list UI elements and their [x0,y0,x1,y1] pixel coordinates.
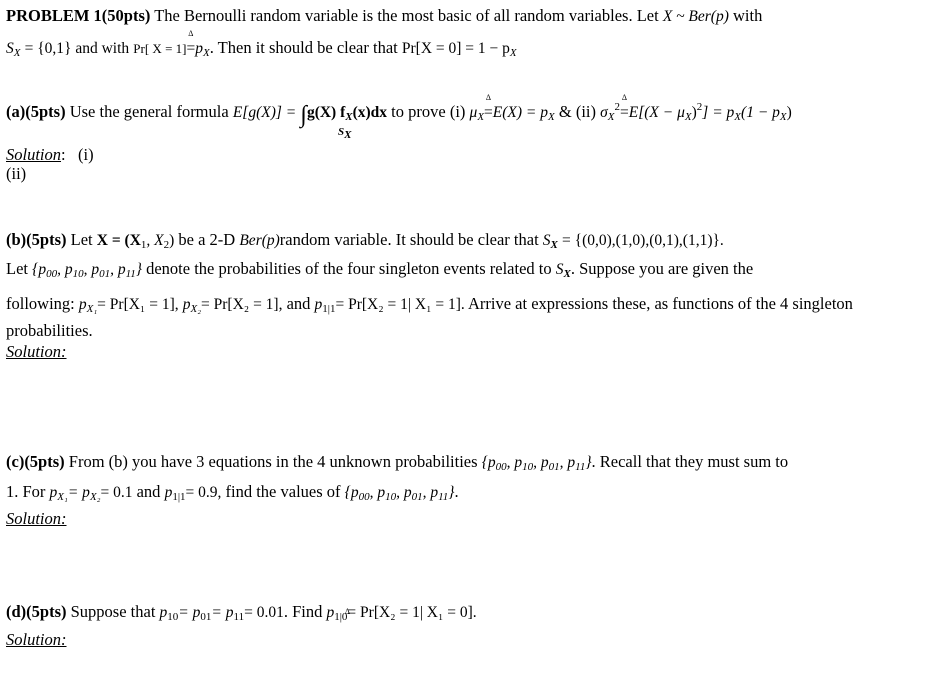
prob-p11: p [117,261,126,278]
part-b-text3: random variable. It should be clear that [279,230,539,249]
prob-c2-p10: p [377,484,386,501]
part-b-text2: be a 2-D [178,230,236,249]
part-b-sx: S [542,232,551,249]
prob-p10-sub: 10 [72,268,84,280]
prob-c1-sep-3: , [559,454,564,471]
mean-defined-equals: Δ = [484,103,493,123]
part-b-probabilities: probabilities. [6,321,93,340]
part-b-line1 [6,230,724,255]
c-px-val: = 0.1 [100,484,133,501]
part-c-recall: . Recall that they must sum to [591,452,789,471]
problem-statement-line1 [6,6,762,27]
part-a-label: (a)(5pts) [6,102,66,121]
prob-sep-1: , [57,261,61,278]
defined-equals: Δ = [186,39,195,59]
given-px1: p [78,296,87,313]
part-d-label: (d)(5pts) [6,602,67,621]
d-target: p [326,604,335,621]
part-a-text1: Use the general formula [69,102,229,121]
integrand: g(X) f [306,104,346,121]
prob-set-c1-close: } [585,454,592,471]
expectation-lhs: E[g(X)] = [232,104,297,121]
prob-c1-p10: p [514,454,523,471]
given-px2-sub: X₂ [190,303,202,315]
c-px1: p [49,484,58,501]
variance-symbol: σ [600,104,608,121]
problem-intro-with: with [733,6,763,25]
mean-rhs: E(X) = p [492,104,549,121]
prob-set-close: } [135,261,142,278]
variance-defined-equals: Δ = [620,103,629,123]
variance-rhs4: (1 − p [741,104,780,121]
part-c-find: find the values of [225,482,341,501]
random-vector-sub1: 1 [140,239,147,251]
variance-rhs2-sup: 2 [696,101,703,113]
part-b-and: and [286,294,311,313]
prob-p00: p [38,261,47,278]
c-px2-sub: X₂ [89,491,101,503]
c-p11: p [164,484,173,501]
d-target-sub: 1|0 [334,611,348,623]
variance-superscript: 2 [614,101,621,113]
prob-p01: p [91,261,100,278]
part-c-and: and [136,482,161,501]
part-b-line3 [6,294,853,319]
part-b-suppose: . Suppose you are given the [570,259,754,278]
then-text: . Then it should be clear that [209,38,398,57]
part-a-line [6,97,792,127]
part-b-sx-set: = {(0,0),(1,0),(0,1),(1,1)}. [562,232,724,249]
prob-c1-sep-2: , [533,454,538,471]
c-p11-sub: 1|1 [172,491,186,503]
part-a-solution-colon: : [61,145,66,164]
part-b-sx2-sub: X [563,268,571,280]
part-b-sx2: S [555,261,564,278]
integral-sign-icon: ∫ [300,102,307,128]
prob-p11-sub: 11 [125,268,136,280]
part-d-line1 [6,602,477,627]
part-c-line2-start: 1. For [6,482,46,501]
variance-rhs3: ] = p [702,104,735,121]
part-d-solution-line [6,630,67,650]
random-vector-sub2: 2 [163,239,170,251]
prob-p01-sub: 01 [99,268,111,280]
part-d-solution-label: Solution: [6,630,67,649]
random-vector-mid: , X [146,232,164,249]
prob-c2-p11: p [430,484,439,501]
prob-c2-p00: p [350,484,359,501]
prob-set-c1-open: { [481,454,488,471]
random-vector-end: ) [169,232,175,249]
variance-rhs3-sub: X [734,111,742,123]
part-d-find: . Find [283,602,323,621]
pr0-subscript: X [509,47,517,59]
given-p11-cond-rhs: = Pr[X₂ = 1| X₁ = 1]. [335,296,465,313]
part-b-following: following: [6,294,75,313]
part-b-line2 [6,259,753,284]
given-px2-rhs: = Pr[X₂ = 1], [201,296,283,313]
mean-symbol: μ [469,104,478,121]
prob-sep-3: , [110,261,114,278]
d-p11: = p [211,604,234,621]
c-px1-sub: X₁ [57,491,68,503]
integrand-subscript: X [345,111,353,123]
part-b-let: Let [70,230,93,249]
prob-c1-p10-sub: 10 [522,461,534,473]
part-a-text2: to prove (i) [391,102,466,121]
sample-space-subscript: X [13,47,21,59]
prob-c1-p11-sub: 11 [575,461,586,473]
prob-c2-p01: p [403,484,412,501]
px-symbol: p [195,40,203,57]
sample-space-symbol: S [6,40,14,57]
d-p01-sub: 01 [200,611,212,623]
px-subscript: X [202,47,210,59]
sample-space-set: = {0,1} and with [24,40,130,57]
given-px2: p [182,296,191,313]
d-p10-sub: 10 [167,611,179,623]
prob-sep-2: , [83,261,88,278]
prob-c2-sep-3: , [422,484,427,501]
variance-rhs5: ) [786,104,792,121]
d-eq-val: = 0.01 [244,604,284,621]
part-b-let2: Let [6,259,28,278]
part-c-solution-label: Solution: [6,509,67,528]
prob-set-open: { [32,261,39,278]
pr-x-equals-0: Pr[X = 0] = 1 − p [401,40,510,57]
ber-p: Ber(p) [239,232,280,249]
variance-rhs1: E[(X − μ [628,104,685,121]
part-c-label: (c)(5pts) [6,452,65,471]
part-a-amp: & (ii) [558,102,596,121]
prob-c1-p01-sub: 01 [548,461,560,473]
variance-rhs2: ) [691,104,697,121]
part-c-text1: From (b) you have 3 equations in the 4 unknown probabilities [68,452,478,471]
prob-c2-sep-2: , [396,484,400,501]
mean-rhs-subscript: X [548,111,555,123]
part-a-item-i: (i) [77,145,94,164]
variance-rhs1-sub: X [684,111,692,123]
prob-c1-p00-sub: 00 [495,461,507,473]
given-p11-cond-sub: 1|1 [322,303,336,315]
problem-intro-math: X ~ Ber(p) [662,8,729,25]
prob-set-c2 [345,484,455,501]
prob-c2-p01-sub: 01 [411,491,423,503]
random-vector: X = (X [96,232,141,249]
prob-set-b [32,261,142,278]
part-b-line4 [6,321,93,341]
prob-c1-p01: p [540,454,549,471]
given-p11-cond: p [314,296,323,313]
given-px1-rhs: = Pr[X₁ = 1], [97,296,179,313]
prob-c2-p00-sub: 00 [358,491,370,503]
d-target-rhs: = Pr[X₂ = 1| X₁ = 0]. [347,604,477,621]
problem-intro-text: The Bernoulli random variable is the most basic of all random variables. Let [154,6,659,25]
part-c-solution-line [6,509,67,529]
part-c-end-dot: . [454,482,459,501]
variance-rhs4-sub: X [779,111,787,123]
problem-statement-line2 [6,38,517,63]
part-b-label: (b)(5pts) [6,230,67,249]
d-p10: p [159,604,168,621]
prob-c1-p00: p [487,454,496,471]
c-p11-val: = 0.9, [185,484,222,501]
prob-set-c2-close: } [448,484,455,501]
part-a-solution-label: Solution [6,145,62,164]
prob-set-c1 [482,454,592,471]
problem-header: PROBLEM 1(50pts) [6,6,151,25]
part-a-solution-line [6,145,94,165]
prob-p10: p [64,261,73,278]
d-p01: = p [178,604,201,621]
prob-p00-sub: 00 [46,268,58,280]
part-c-line1 [6,452,788,477]
prob-c1-p11: p [567,454,576,471]
part-b-solution-line [6,342,67,362]
prob-c2-p10-sub: 10 [385,491,397,503]
part-d-text1: Suppose that [70,602,156,621]
mean-subscript: X [477,111,485,123]
part-b-arrive: Arrive at expressions these, as functions of the 4 singleton [467,294,853,313]
integral-limit-symbol: S [338,126,345,138]
prob-c2-p11-sub: 11 [438,491,449,503]
part-c-line2 [6,482,459,507]
pr-x-equals-1: Pr[ X = 1] [133,41,187,56]
prob-c2-sep-1: , [369,484,374,501]
prob-c1-sep-1: , [506,454,511,471]
variance-subscript: X [607,111,615,123]
integral-limit-subscript: X [344,129,352,141]
part-b-solution-label: Solution: [6,342,67,361]
integrand-tail: (x)dx [352,104,388,121]
d-p11-sub: 11 [233,611,245,623]
prob-set-c2-open: { [344,484,351,501]
part-b-sx-sub: X [550,239,558,251]
c-px2: = p [67,484,90,501]
integral-limit [338,126,351,141]
part-a-item-ii: (ii) [6,164,27,183]
part-b-probs-tail: denote the probabilities of the four singleton events related to [146,259,552,278]
given-px1-sub: X₁ [86,303,98,315]
part-a-item-ii-line [6,164,26,184]
